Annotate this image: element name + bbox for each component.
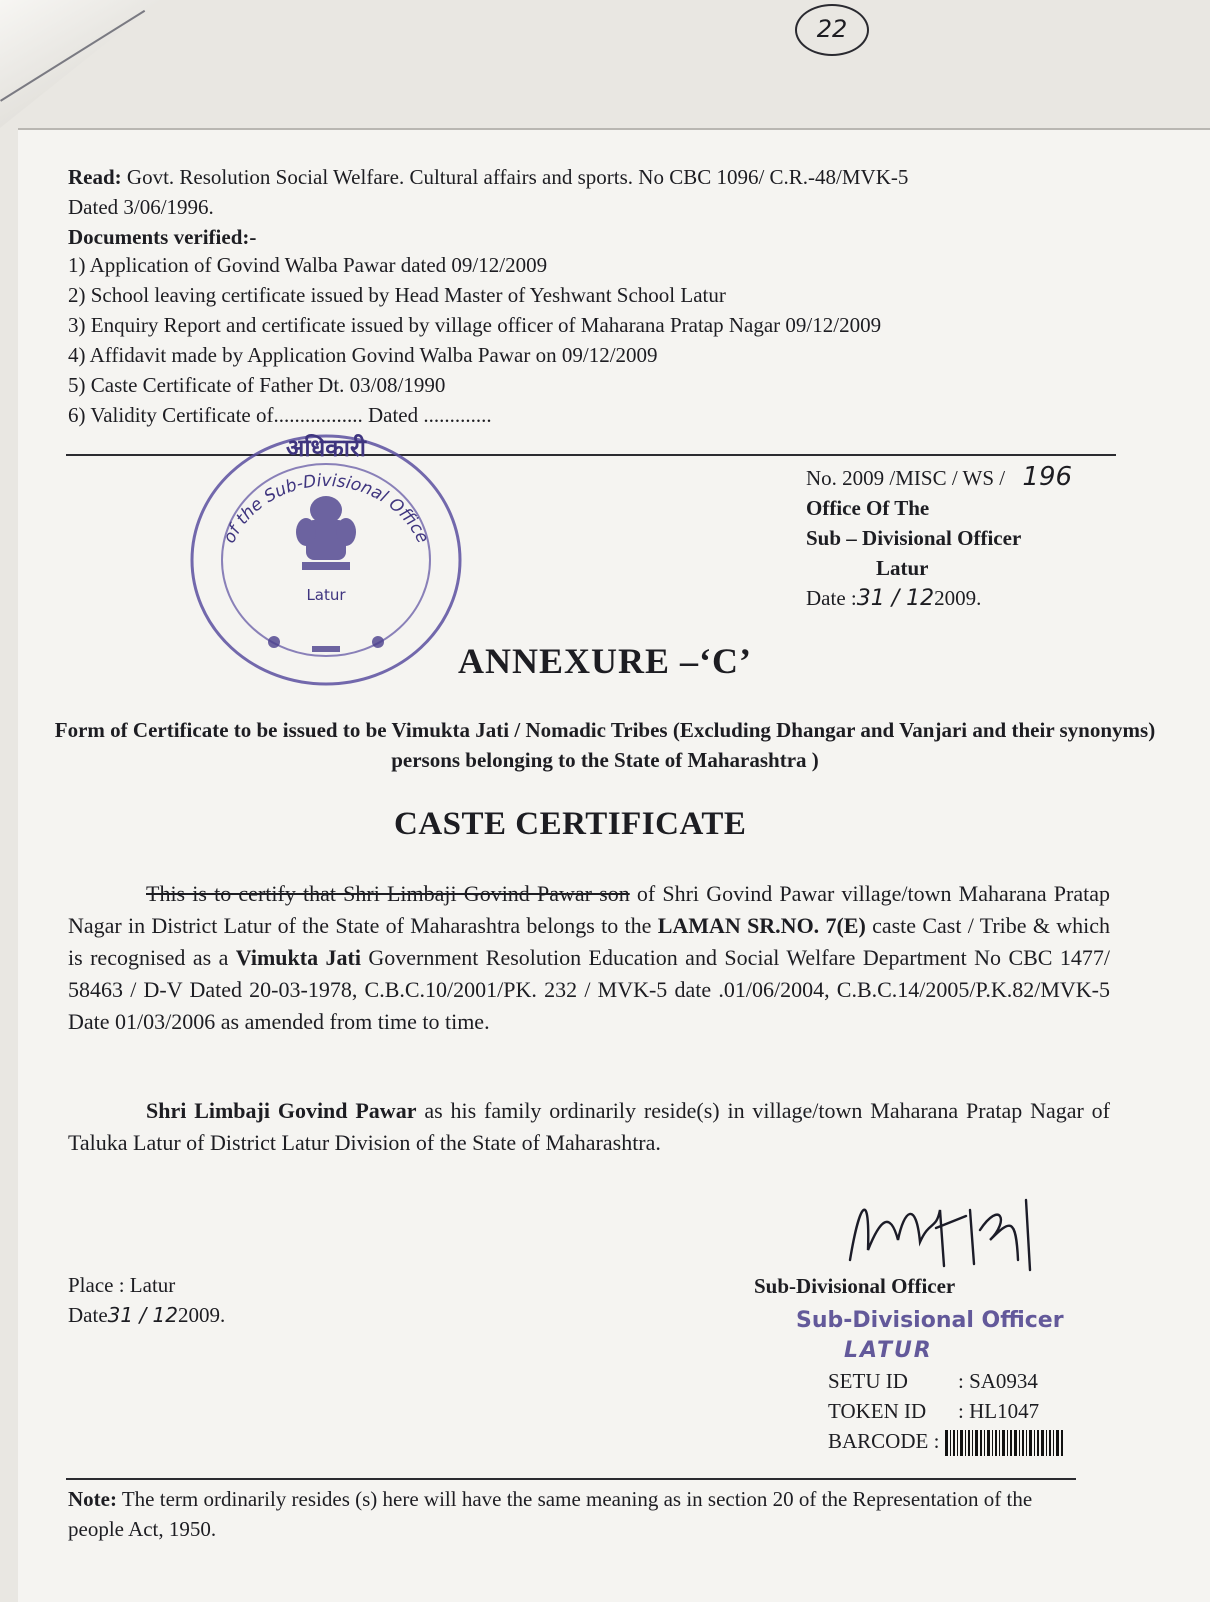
certificate-paragraph-2 <box>68 1095 1110 1159</box>
read-block <box>68 162 908 222</box>
note-label: Note: <box>68 1487 117 1511</box>
signature-icon <box>840 1180 1050 1280</box>
office-date-year: 2009. <box>934 586 982 610</box>
place-date-label: Date <box>68 1303 108 1327</box>
read-text: Govt. Resolution Social Welfare. Cultural affairs and sports. No CBC 1096/ C.R.-48/MVK-5 <box>126 165 909 189</box>
category-name: Vimukta Jati <box>235 945 361 970</box>
seal-ring-text: of the Sub-Divisional Office <box>219 471 433 547</box>
office-line3: Latur <box>876 556 929 580</box>
office-date-label: Date : <box>806 586 857 610</box>
setu-id-label: SETU ID <box>828 1369 908 1393</box>
paragraph-text: Government Resolution Education and Social Welfare Department No CBC 1477/ 58463 / D-V Dated 20-03-1978, C.B.C.10/2001/PK. 232 / MVK-5 date .01/06/2004, C.B.C.14/2005/P.K.82/MVK-5 Date 01/03/2006 as amended from time to time. <box>68 945 1111 1034</box>
note <box>68 1484 1078 1544</box>
place-date-year: 2009. <box>178 1303 226 1327</box>
barcode-icon <box>945 1430 1063 1456</box>
paragraph-text: caste Cast / Tribe & which is recognised as a <box>68 913 1110 970</box>
document-item: 6) Validity Certificate of................. Dated ............. <box>68 403 492 427</box>
document-item: 1) Application of Govind Walba Pawar dated 09/12/2009 <box>68 253 548 277</box>
note-text: The term ordinarily resides (s) here will have the same meaning as in section 20 of the Representation of the people Act, 1950. <box>68 1487 1033 1541</box>
page-number: 22 <box>795 4 869 56</box>
document-item: 5) Caste Certificate of Father Dt. 03/08/1990 <box>68 373 446 397</box>
read-label: Read: <box>68 165 122 189</box>
stamp-line2: LATUR <box>844 1338 933 1363</box>
official-seal-icon <box>186 428 466 690</box>
signatory-title: Sub-Divisional Officer <box>754 1274 956 1298</box>
stamp-line1: Sub-Divisional Officer <box>796 1308 1064 1333</box>
seal-center-text: Latur <box>306 586 346 604</box>
place: Place : Latur <box>68 1273 176 1297</box>
barcode-label: BARCODE : <box>828 1429 940 1453</box>
place-date-block <box>68 1270 225 1330</box>
reference-number-handwritten: 196 <box>1022 462 1073 492</box>
divider-bottom <box>66 1478 1076 1480</box>
documents-list <box>68 250 881 430</box>
token-id-value: : HL1047 <box>958 1399 1040 1423</box>
document-item: 3) Enquiry Report and certificate issued by village officer of Maharana Pratap Nagar 09/12/2009 <box>68 313 882 337</box>
id-block <box>828 1366 1063 1456</box>
paragraph-text: of Shri Govind Pawar village/town Maharana Pratap Nagar in District Latur of the State of Maharashtra belongs to the <box>68 881 1110 938</box>
document-item: 2) School leaving certificate issued by Head Master of Yeshwant School Latur <box>68 283 726 307</box>
certificate-paragraph-1 <box>68 878 1110 1038</box>
place-date-handwritten: 31 / 12 <box>107 1303 179 1327</box>
paragraph-text: as his family ordinarily reside(s) in village/town Maharana Pratap Nagar of Taluka Latur of District Latur Division of the State of Maharashtra. <box>68 1098 1111 1155</box>
office-reference <box>806 462 1072 614</box>
office-line2: Sub – Divisional Officer <box>806 526 1022 550</box>
setu-id-value: : SA0934 <box>958 1369 1038 1393</box>
annexure-heading: ANNEXURE –‘C’ <box>458 641 752 681</box>
office-line1: Office Of The <box>806 496 930 520</box>
form-title: Form of Certificate to be issued to be Vimukta Jati / Nomadic Tribes (Excluding Dhangar and Vanjari and their synonyms) persons belonging to the State of Maharashtra ) <box>54 718 1156 772</box>
reference-number: No. 2009 /MISC / WS / <box>806 466 1006 490</box>
folded-corner <box>0 0 160 128</box>
struck-text: This is to certify that Shri Limbaji Govind Pawar son <box>146 881 630 906</box>
caste-name: LAMAN SR.NO. 7(E) <box>657 913 866 938</box>
documents-title: Documents verified:- <box>68 225 257 249</box>
seal-top-text: अधिकारी <box>286 434 366 462</box>
read-dated: Dated 3/06/1996. <box>68 195 214 219</box>
certificate-heading: CASTE CERTIFICATE <box>394 806 747 842</box>
office-date-handwritten: 31 / 12 <box>856 586 935 611</box>
holder-name: Shri Limbaji Govind Pawar <box>146 1098 417 1123</box>
token-id-label: TOKEN ID <box>828 1399 927 1423</box>
document-item: 4) Affidavit made by Application Govind Walba Pawar on 09/12/2009 <box>68 343 658 367</box>
officer-stamp <box>796 1306 1064 1366</box>
